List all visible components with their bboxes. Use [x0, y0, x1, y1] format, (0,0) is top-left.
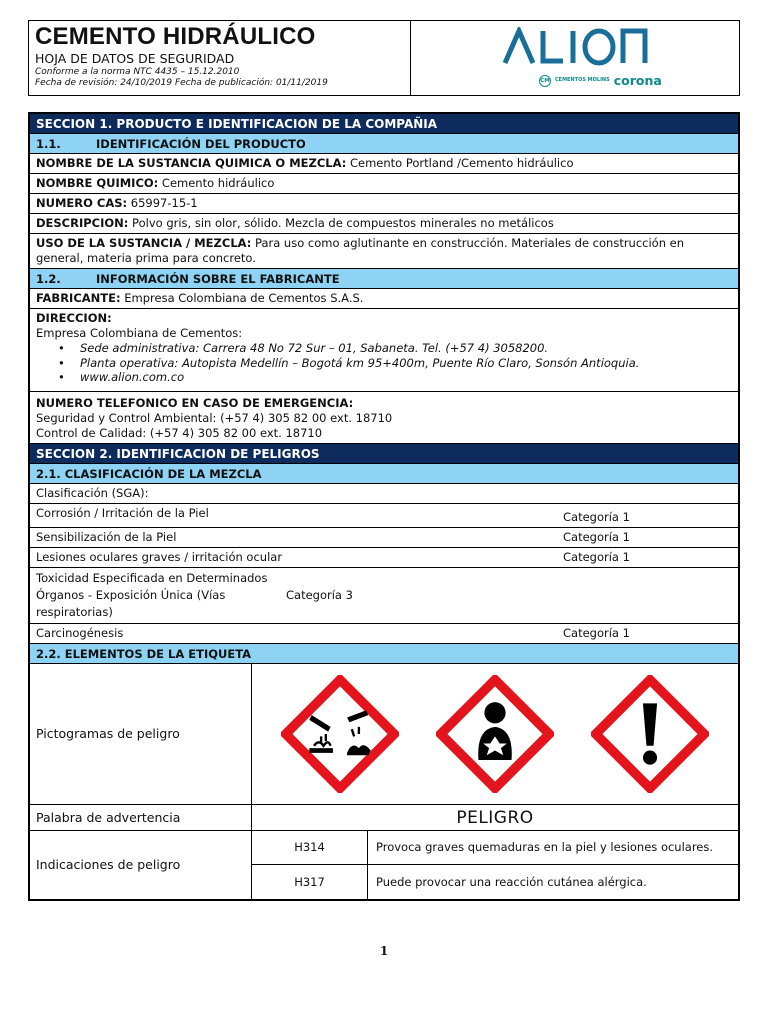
classification-name: Carcinogénesis — [36, 625, 124, 640]
section-2-header: SECCION 2. IDENTIFICACION DE PELIGROS — [30, 444, 738, 464]
classification-category: Categoría 1 — [563, 625, 630, 640]
signal-word-label: Palabra de advertencia — [30, 805, 252, 830]
hazard-statement — [252, 831, 738, 865]
pictograms-cell — [252, 664, 738, 804]
section-1-header: SECCION 1. PRODUCTO E IDENTIFICACION DE LA COMPAÑIA — [30, 114, 738, 134]
classification-category: Categoría 1 — [563, 509, 630, 524]
chemical-name-label: NOMBRE QUIMICO: — [36, 176, 159, 190]
revision-dates: Fecha de revisión: 24/10/2019 Fecha de publicación: 01/11/2019 — [35, 78, 328, 88]
emergency-phone-row — [30, 392, 738, 444]
cementos-molins-label: CEMENTOS MOLINS — [555, 77, 610, 83]
classification-label-row: Clasificación (SGA): — [30, 484, 738, 504]
usage-value: Para uso como aglutinante en construcción. Materiales de construcción en general, materia prima para concreto. — [36, 236, 685, 265]
subsection-1-1-number: 1.1. — [36, 137, 61, 151]
signal-word-row — [30, 805, 738, 831]
hazard-code: H314 — [252, 831, 368, 865]
classification-name: Sensibilización de la Piel — [36, 529, 177, 544]
cas-number-label: NUMERO CAS: — [36, 196, 128, 210]
description-row — [30, 214, 738, 234]
classification-category: Categoría 3 — [286, 587, 353, 602]
hazard-statement — [252, 864, 738, 899]
signal-word-value: PELIGRO — [456, 807, 534, 828]
emergency-phone-line-2: Control de Calidad: (+57 4) 305 82 00 ext. 18710 — [36, 425, 323, 440]
safety-data-sheet-body — [28, 112, 740, 901]
classification-row — [30, 548, 738, 568]
pictograms-row — [30, 664, 738, 805]
subsection-1-2-number: 1.2. — [36, 272, 61, 286]
description-label: DESCRIPCION: — [36, 216, 129, 230]
subsection-1-1-header — [30, 134, 738, 154]
subsection-2-2-header: 2.2. ELEMENTOS DE LA ETIQUETA — [30, 644, 738, 664]
classification-name: Lesiones oculares graves / irritación ocular — [36, 549, 283, 564]
address-row — [30, 309, 738, 392]
manufacturer-value: Empresa Colombiana de Cementos S.A.S. — [120, 291, 364, 305]
website-link[interactable]: • www.alion.com.co — [58, 370, 732, 385]
manufacturer-row — [30, 289, 738, 309]
description-value: Polvo gris, sin olor, sólido. Mezcla de compuestos minerales no metálicos — [128, 216, 554, 230]
classification-row — [30, 504, 738, 528]
address-item-plant: • Planta operativa: Autopista Medellín – Bogotá km 95+400m, Puente Río Claro, Sonsón Antioquia. — [58, 356, 732, 371]
hazard-statements-label: Indicaciones de peligro — [30, 831, 252, 899]
subsection-2-1-header: 2.1. CLASIFICACIÓN DE LA MEZCLA — [30, 464, 738, 484]
health-hazard-pictogram-icon — [436, 675, 554, 793]
subsection-1-1-label: IDENTIFICACIÓN DEL PRODUCTO — [96, 137, 306, 151]
address-label: DIRECCION: — [36, 311, 112, 325]
classification-row — [30, 568, 738, 624]
hazard-statements-row — [30, 831, 738, 899]
chemical-name-value: Cemento hidráulico — [158, 176, 275, 190]
hazard-code: H317 — [252, 865, 368, 899]
emergency-phone-label: NUMERO TELEFONICO EN CASO DE EMERGENCIA: — [36, 395, 354, 410]
exclamation-pictogram-icon — [591, 675, 709, 793]
pictograms-label: Pictogramas de peligro — [30, 664, 252, 804]
address-list — [36, 341, 732, 385]
corona-logo — [539, 73, 662, 88]
document-subtitle: HOJA DE DATOS DE SEGURIDAD — [35, 51, 235, 66]
document-header — [28, 20, 740, 96]
usage-label: USO DE LA SUSTANCIA / MEZCLA: — [36, 236, 252, 250]
substance-name-label: NOMBRE DE LA SUSTANCIA QUIMICA O MEZCLA: — [36, 156, 347, 170]
address-item-admin: • Sede administrativa: Carrera 48 No 72 Sur – 01, Sabaneta. Tel. (+57 4) 3058200. — [58, 341, 732, 356]
subsection-1-2-header — [30, 269, 738, 289]
manufacturer-label: FABRICANTE: — [36, 291, 121, 305]
cas-number-value: 65997-15-1 — [127, 196, 198, 210]
classification-row — [30, 528, 738, 548]
classification-row — [30, 624, 738, 644]
hazard-statements-cell — [252, 831, 738, 899]
subsection-1-2-label: INFORMACIÓN SOBRE EL FABRICANTE — [96, 272, 340, 286]
emergency-phone-line-1: Seguridad y Control Ambiental: (+57 4) 305 82 00 ext. 18710 — [36, 410, 393, 425]
classification-category: Categoría 1 — [563, 549, 630, 564]
classification-category: Categoría 1 — [563, 529, 630, 544]
alion-logo — [501, 27, 651, 67]
document-title: CEMENTO HIDRÁULICO — [35, 23, 316, 50]
corrosion-pictogram-icon — [281, 675, 399, 793]
classification-name: Corrosión / Irritación de la Piel — [36, 505, 209, 520]
usage-row — [30, 234, 738, 269]
classification-name: Toxicidad Especificada en Determinados Órganos - Exposición Única (Vías respiratorias) — [36, 570, 268, 619]
cementos-molins-badge-icon: CM — [539, 75, 551, 87]
substance-name-value: Cemento Portland /Cemento hidráulico — [346, 156, 574, 170]
substance-name-row — [30, 154, 738, 174]
address-company: Empresa Colombiana de Cementos: — [36, 326, 243, 340]
chemical-name-row — [30, 174, 738, 194]
norm-reference: Conforme a la norma NTC 4435 – 15.12.2010 — [35, 67, 240, 77]
page-number: 1 — [379, 944, 389, 958]
cas-number-row — [30, 194, 738, 214]
header-logo-block — [411, 21, 739, 95]
header-title-block — [29, 21, 411, 95]
hazard-text: Puede provocar una reacción cutánea alérgica. — [376, 874, 647, 889]
corona-label: corona — [613, 73, 662, 88]
hazard-text: Provoca graves quemaduras en la piel y lesiones oculares. — [376, 840, 714, 855]
